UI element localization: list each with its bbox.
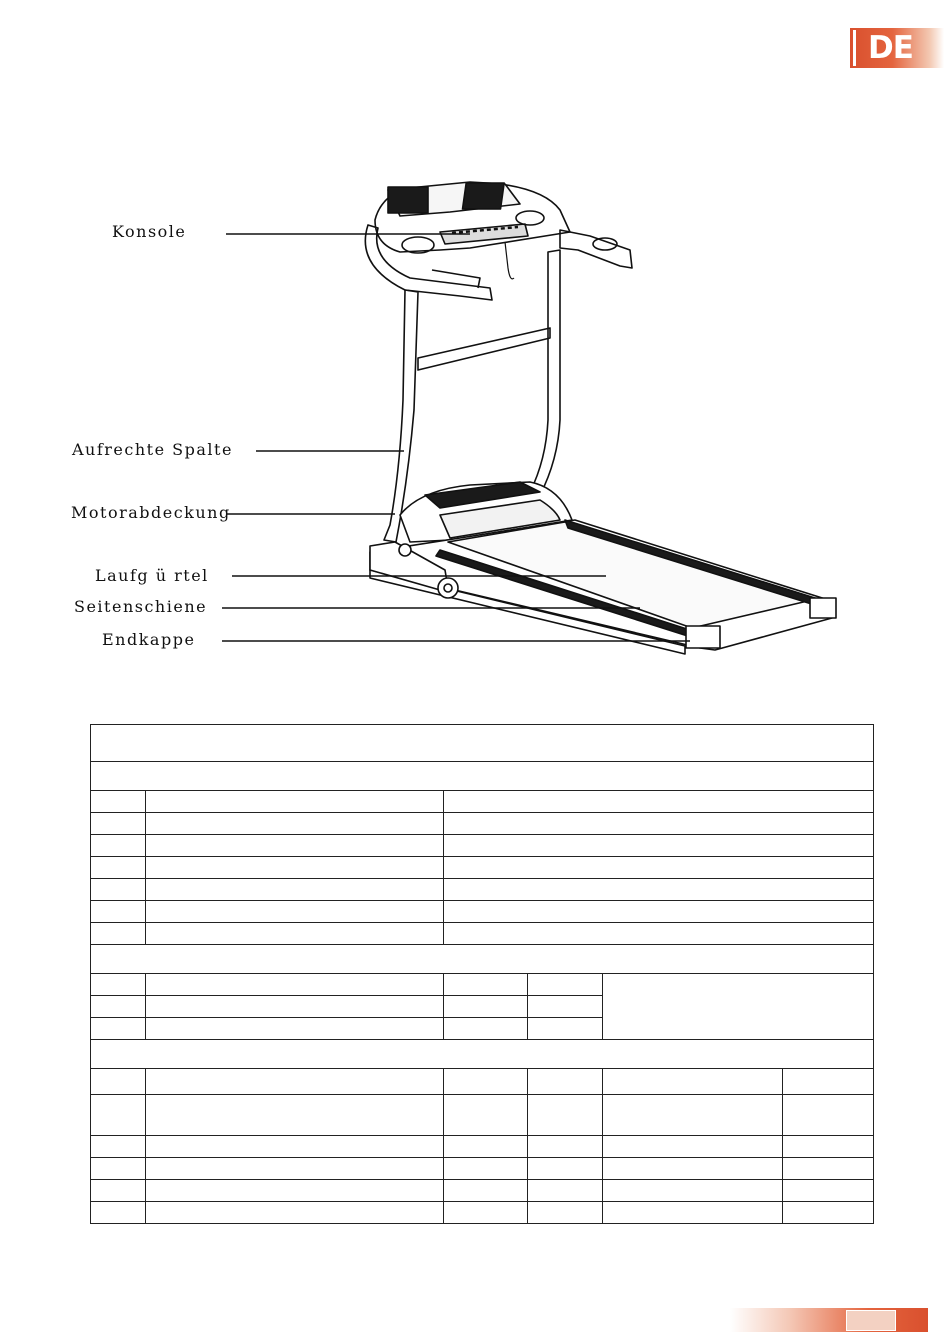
table-row xyxy=(91,974,874,996)
label-running-belt: Laufg ü rtel xyxy=(95,566,209,585)
table-row xyxy=(91,1180,874,1202)
end-cap-left xyxy=(686,626,720,648)
treadmill-diagram xyxy=(0,170,950,670)
table-row xyxy=(91,835,874,857)
table-title-row xyxy=(91,725,874,762)
treadmill-drawing xyxy=(0,170,950,670)
label-motor-cover: Motorabdeckung xyxy=(71,503,231,522)
page-number-box xyxy=(846,1310,896,1331)
table-row xyxy=(91,1136,874,1158)
table-section-row xyxy=(91,1040,874,1069)
label-side-rail: Seitenschiene xyxy=(74,597,208,616)
table-row xyxy=(91,923,874,945)
language-code: DE xyxy=(868,30,913,66)
label-end-cap: Endkappe xyxy=(102,630,196,649)
table-row xyxy=(91,791,874,813)
table-section-row xyxy=(91,762,874,791)
table-row xyxy=(91,857,874,879)
table-row xyxy=(91,1158,874,1180)
table-section-row xyxy=(91,945,874,974)
footer-page-bar xyxy=(730,1308,928,1332)
label-upright-column: Aufrechte Spalte xyxy=(72,440,233,459)
label-console: Konsole xyxy=(112,222,187,241)
language-badge xyxy=(850,28,944,68)
table-row xyxy=(91,879,874,901)
table-row xyxy=(91,1069,874,1095)
table-row xyxy=(91,813,874,835)
right-upright xyxy=(530,250,560,495)
table-row xyxy=(91,1202,874,1224)
table-row xyxy=(91,1095,874,1136)
right-handlebar xyxy=(560,230,632,268)
table-row xyxy=(91,901,874,923)
badge-divider xyxy=(853,30,856,66)
specification-table xyxy=(90,724,874,1224)
